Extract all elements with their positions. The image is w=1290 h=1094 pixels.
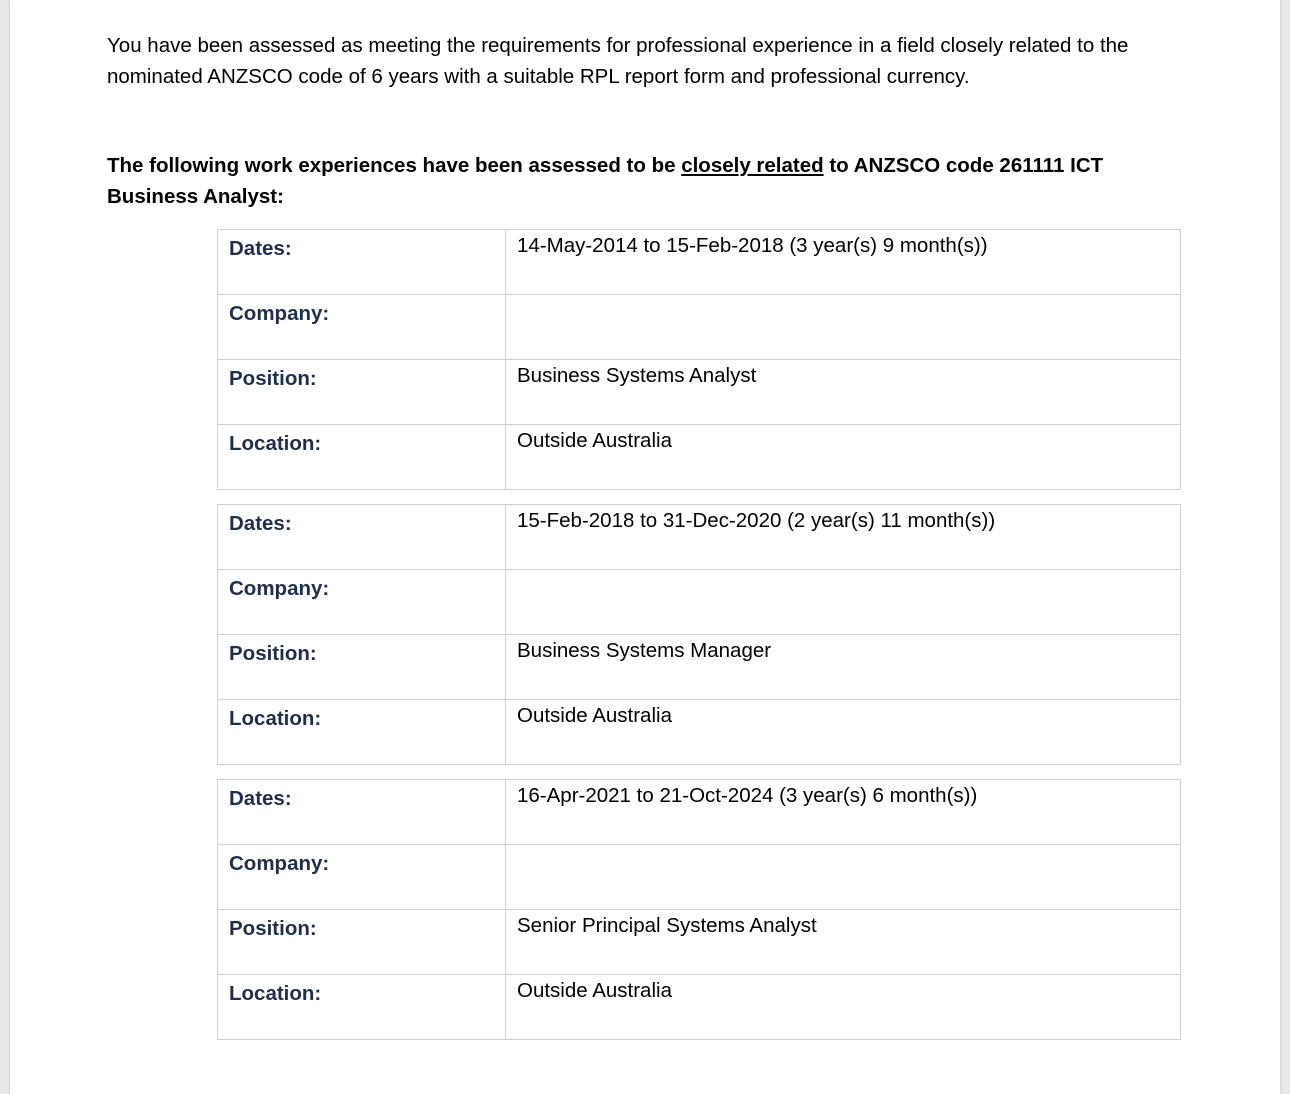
position-row <box>218 910 1181 975</box>
intro-paragraph: You have been assessed as meeting the requirements for professional experience in a field closely related to the nominated ANZSCO code of 6 years with a suitable RPL report form and professional currency. <box>107 34 1129 88</box>
location-value: Outside Australia <box>506 425 1181 490</box>
location-label: Location: <box>218 975 506 1040</box>
position-row <box>218 360 1181 425</box>
heading-text-start: The following work experiences have been assessed to be <box>107 154 682 177</box>
company-label: Company: <box>218 570 506 635</box>
dates-row <box>218 230 1181 295</box>
location-value: Outside Australia <box>506 975 1181 1040</box>
section-heading <box>107 150 1147 212</box>
position-label: Position: <box>218 910 506 975</box>
work-experience-table-2 <box>217 504 1181 765</box>
dates-value: 15-Feb-2018 to 31-Dec-2020 (2 year(s) 11 month(s)) <box>506 505 1181 570</box>
dates-row <box>218 780 1181 845</box>
company-label: Company: <box>218 845 506 910</box>
company-value <box>506 295 1181 360</box>
document-page <box>10 0 1280 1094</box>
position-value: Senior Principal Systems Analyst <box>506 910 1181 975</box>
company-row <box>218 570 1181 635</box>
location-row <box>218 975 1181 1040</box>
dates-label: Dates: <box>218 505 506 570</box>
position-value: Business Systems Manager <box>506 635 1181 700</box>
location-row <box>218 700 1181 765</box>
dates-label: Dates: <box>218 230 506 295</box>
location-label: Location: <box>218 425 506 490</box>
dates-row <box>218 505 1181 570</box>
position-row <box>218 635 1181 700</box>
company-label: Company: <box>218 295 506 360</box>
company-row <box>218 845 1181 910</box>
location-label: Location: <box>218 700 506 765</box>
work-experience-table-3 <box>217 779 1181 1040</box>
position-label: Position: <box>218 360 506 425</box>
location-value: Outside Australia <box>506 700 1181 765</box>
company-value <box>506 570 1181 635</box>
company-row <box>218 295 1181 360</box>
position-value: Business Systems Analyst <box>506 360 1181 425</box>
company-value <box>506 845 1181 910</box>
location-row <box>218 425 1181 490</box>
position-label: Position: <box>218 635 506 700</box>
heading-text-end: to ANZSCO code 261111 ICT Business Analyst: <box>107 154 1104 208</box>
dates-label: Dates: <box>218 780 506 845</box>
work-experience-table-1 <box>217 229 1181 490</box>
dates-value: 14-May-2014 to 15-Feb-2018 (3 year(s) 9 month(s)) <box>506 230 1181 295</box>
heading-underlined-text: closely related <box>681 154 824 177</box>
dates-value: 16-Apr-2021 to 21-Oct-2024 (3 year(s) 6 month(s)) <box>506 780 1181 845</box>
